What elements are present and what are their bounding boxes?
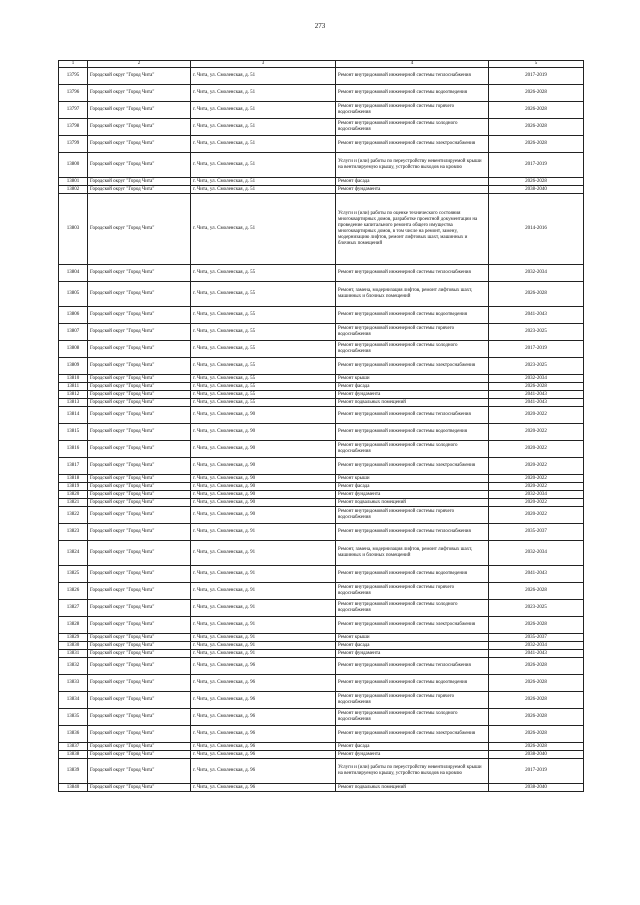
row-number: 13815 [59, 424, 88, 441]
work-type-cell: Ремонт крыши [336, 634, 489, 642]
address-cell: г. Чита, ул. Смоленская, д. 90 [191, 499, 336, 507]
work-type-cell: Ремонт внутридомовой инженерной системы холодного водоснабжения [336, 119, 489, 136]
municipality-cell: Городской округ "Город Чита" [88, 424, 191, 441]
work-type-cell: Ремонт внутридомовой инженерной системы холодного водоснабжения [336, 709, 489, 726]
address-cell: г. Чита, ул. Смоленская, д. 90 [191, 407, 336, 424]
row-number: 13825 [59, 566, 88, 583]
row-number: 13799 [59, 136, 88, 153]
period-cell: 2026-2028 [489, 675, 584, 692]
row-number: 13814 [59, 407, 88, 424]
row-number: 13832 [59, 658, 88, 675]
row-number: 13831 [59, 650, 88, 658]
row-number: 13808 [59, 341, 88, 358]
table-row [59, 751, 584, 759]
table-row [59, 617, 584, 634]
period-cell: 2023-2025 [489, 324, 584, 341]
table-row [59, 178, 584, 186]
table-row [59, 541, 584, 566]
table-row [59, 119, 584, 136]
header-row [59, 61, 584, 68]
municipality-cell: Городской округ "Город Чита" [88, 692, 191, 709]
work-type-cell: Ремонт внутридомовой инженерной системы электроснабжения [336, 458, 489, 475]
table-row [59, 399, 584, 407]
row-number: 13824 [59, 541, 88, 566]
work-type-cell: Ремонт, замена, модернизация лифтов, ремонт лифтовых шахт, машинных и блочных помещений [336, 282, 489, 307]
municipality-cell: Городской округ "Город Чита" [88, 441, 191, 458]
work-type-cell: Ремонт внутридомовой инженерной системы теплоснабжения [336, 524, 489, 541]
address-cell: г. Чита, ул. Смоленская, д. 91 [191, 650, 336, 658]
row-number: 13829 [59, 634, 88, 642]
address-cell: г. Чита, ул. Смоленская, д. 51 [191, 85, 336, 102]
period-cell: 2020-2022 [489, 441, 584, 458]
table-row [59, 136, 584, 153]
municipality-cell: Городской округ "Город Чита" [88, 391, 191, 399]
address-cell: г. Чита, ул. Смоленская, д. 96 [191, 751, 336, 759]
municipality-cell: Городской округ "Город Чита" [88, 307, 191, 324]
period-cell: 2035-2037 [489, 634, 584, 642]
period-cell: 2041-2043 [489, 307, 584, 324]
row-number: 13836 [59, 726, 88, 743]
municipality-cell: Городской округ "Город Чита" [88, 375, 191, 383]
address-cell: г. Чита, ул. Смоленская, д. 55 [191, 307, 336, 324]
municipality-cell: Городской округ "Город Чита" [88, 583, 191, 600]
work-type-cell: Ремонт фасада [336, 743, 489, 751]
period-cell: 2032-2034 [489, 642, 584, 650]
row-number: 13839 [59, 759, 88, 784]
row-number: 13828 [59, 617, 88, 634]
municipality-cell: Городской округ "Город Чита" [88, 324, 191, 341]
municipality-cell: Городской округ "Город Чита" [88, 634, 191, 642]
address-cell: г. Чита, ул. Смоленская, д. 55 [191, 383, 336, 391]
table-row [59, 650, 584, 658]
work-type-cell: Ремонт фасада [336, 483, 489, 491]
municipality-cell: Городской округ "Город Чита" [88, 784, 191, 792]
work-type-cell: Ремонт внутридомовой инженерной системы холодного водоснабжения [336, 600, 489, 617]
table-row [59, 341, 584, 358]
work-type-cell: Ремонт фундамента [336, 751, 489, 759]
address-cell: г. Чита, ул. Смоленская, д. 90 [191, 458, 336, 475]
address-cell: г. Чита, ул. Смоленская, д. 90 [191, 507, 336, 524]
municipality-cell: Городской округ "Город Чита" [88, 475, 191, 483]
row-number: 13806 [59, 307, 88, 324]
period-cell: 2017-2019 [489, 759, 584, 784]
municipality-cell: Городской округ "Город Чита" [88, 600, 191, 617]
address-cell: г. Чита, ул. Смоленская, д. 51 [191, 186, 336, 194]
table-row [59, 282, 584, 307]
row-number: 13834 [59, 692, 88, 709]
work-type-cell: Ремонт внутридомовой инженерной системы горячего водоснабжения [336, 583, 489, 600]
work-type-cell: Ремонт внутридомовой инженерной системы горячего водоснабжения [336, 507, 489, 524]
municipality-cell: Городской округ "Город Чита" [88, 743, 191, 751]
work-type-cell: Ремонт внутридомовой инженерной системы горячего водоснабжения [336, 324, 489, 341]
period-cell: 2017-2019 [489, 153, 584, 178]
address-cell: г. Чита, ул. Смоленская, д. 90 [191, 483, 336, 491]
municipality-cell: Городской округ "Город Чита" [88, 119, 191, 136]
work-type-cell: Ремонт внутридомовой инженерной системы горячего водоснабжения [336, 102, 489, 119]
row-number: 13833 [59, 675, 88, 692]
work-type-cell: Ремонт крыши [336, 475, 489, 483]
work-type-cell: Услуги и (или) работы по переустройству невентилируемой крыши на вентилируемую крышу, устройство выходов на кровлю [336, 759, 489, 784]
period-cell: 2026-2028 [489, 743, 584, 751]
period-cell: 2038-2040 [489, 186, 584, 194]
row-number: 13816 [59, 441, 88, 458]
municipality-cell: Городской округ "Город Чита" [88, 178, 191, 186]
period-cell: 2020-2022 [489, 458, 584, 475]
row-number: 13819 [59, 483, 88, 491]
row-number: 13821 [59, 499, 88, 507]
table-row [59, 642, 584, 650]
row-number: 13797 [59, 102, 88, 119]
municipality-cell: Городской округ "Город Чита" [88, 617, 191, 634]
table-row [59, 658, 584, 675]
row-number: 13803 [59, 194, 88, 265]
work-type-cell: Ремонт внутридомовой инженерной системы теплоснабжения [336, 265, 489, 282]
table-row [59, 491, 584, 499]
row-number: 13801 [59, 178, 88, 186]
work-type-cell: Ремонт внутридомовой инженерной системы теплоснабжения [336, 658, 489, 675]
municipality-cell: Городской округ "Город Чита" [88, 642, 191, 650]
municipality-cell: Городской округ "Город Чита" [88, 194, 191, 265]
table-row [59, 68, 584, 85]
period-cell: 2014-2016 [489, 194, 584, 265]
page-number: 273 [314, 22, 326, 30]
address-cell: г. Чита, ул. Смоленская, д. 91 [191, 541, 336, 566]
municipality-cell: Городской округ "Город Чита" [88, 566, 191, 583]
work-type-cell: Ремонт внутридомовой инженерной системы электроснабжения [336, 358, 489, 375]
work-type-cell: Услуги и (или) работы по переустройству невентилируемой крыши на вентилируемую крышу, устройство выходов на кровлю [336, 153, 489, 178]
row-number: 13800 [59, 153, 88, 178]
column-header: 1 [59, 61, 88, 68]
row-number: 13812 [59, 391, 88, 399]
municipality-cell: Городской округ "Город Чита" [88, 658, 191, 675]
address-cell: г. Чита, ул. Смоленская, д. 51 [191, 194, 336, 265]
municipality-cell: Городской округ "Город Чита" [88, 483, 191, 491]
municipality-cell: Городской округ "Город Чита" [88, 358, 191, 375]
column-header: 3 [191, 61, 336, 68]
period-cell: 2026-2028 [489, 282, 584, 307]
municipality-cell: Городской округ "Город Чита" [88, 499, 191, 507]
row-number: 13809 [59, 358, 88, 375]
table-row [59, 441, 584, 458]
period-cell: 2041-2043 [489, 399, 584, 407]
municipality-cell: Городской округ "Город Чита" [88, 507, 191, 524]
municipality-cell: Городской округ "Город Чита" [88, 491, 191, 499]
period-cell: 2023-2025 [489, 358, 584, 375]
table-body [59, 68, 584, 792]
municipality-cell: Городской округ "Город Чита" [88, 383, 191, 391]
work-type-cell: Ремонт фундамента [336, 650, 489, 658]
period-cell: 2032-2034 [489, 541, 584, 566]
row-number: 13804 [59, 265, 88, 282]
period-cell: 2020-2022 [489, 407, 584, 424]
municipality-cell: Городской округ "Город Чита" [88, 153, 191, 178]
municipality-cell: Городской округ "Город Чита" [88, 341, 191, 358]
municipality-cell: Городской округ "Город Чита" [88, 458, 191, 475]
period-cell: 2020-2022 [489, 507, 584, 524]
address-cell: г. Чита, ул. Смоленская, д. 91 [191, 617, 336, 634]
work-type-cell: Ремонт внутридомовой инженерной системы теплоснабжения [336, 407, 489, 424]
period-cell: 2032-2034 [489, 265, 584, 282]
period-cell: 2041-2043 [489, 566, 584, 583]
address-cell: г. Чита, ул. Смоленская, д. 90 [191, 491, 336, 499]
municipality-cell: Городской округ "Город Чита" [88, 407, 191, 424]
address-cell: г. Чита, ул. Смоленская, д. 55 [191, 358, 336, 375]
work-type-cell: Ремонт фасада [336, 642, 489, 650]
address-cell: г. Чита, ул. Смоленская, д. 96 [191, 658, 336, 675]
work-type-cell: Ремонт подвальных помещений [336, 784, 489, 792]
period-cell: 2026-2028 [489, 617, 584, 634]
table-row [59, 583, 584, 600]
address-cell: г. Чита, ул. Смоленская, д. 51 [191, 68, 336, 85]
period-cell: 2041-2043 [489, 650, 584, 658]
table-row [59, 358, 584, 375]
period-cell: 2038-2040 [489, 784, 584, 792]
work-type-cell: Ремонт внутридомовой инженерной системы водоотведения [336, 675, 489, 692]
row-number: 13823 [59, 524, 88, 541]
row-number: 13820 [59, 491, 88, 499]
address-cell: г. Чита, ул. Смоленская, д. 51 [191, 153, 336, 178]
address-cell: г. Чита, ул. Смоленская, д. 96 [191, 784, 336, 792]
work-type-cell: Ремонт подвальных помещений [336, 499, 489, 507]
table-row [59, 324, 584, 341]
row-number: 13838 [59, 751, 88, 759]
municipality-cell: Городской округ "Город Чита" [88, 136, 191, 153]
row-number: 13830 [59, 642, 88, 650]
address-cell: г. Чита, ул. Смоленская, д. 96 [191, 692, 336, 709]
table-row [59, 407, 584, 424]
work-type-cell: Ремонт внутридомовой инженерной системы электроснабжения [336, 617, 489, 634]
table-row [59, 566, 584, 583]
municipality-cell: Городской округ "Город Чита" [88, 650, 191, 658]
table-row [59, 784, 584, 792]
table-row [59, 475, 584, 483]
table-row [59, 375, 584, 383]
municipality-cell: Городской округ "Город Чита" [88, 759, 191, 784]
address-cell: г. Чита, ул. Смоленская, д. 51 [191, 119, 336, 136]
period-cell: 2026-2028 [489, 383, 584, 391]
row-number: 13807 [59, 324, 88, 341]
municipality-cell: Городской округ "Город Чита" [88, 675, 191, 692]
work-type-cell: Ремонт внутридомовой инженерной системы водоотведения [336, 85, 489, 102]
municipality-cell: Городской округ "Город Чита" [88, 282, 191, 307]
period-cell: 2026-2028 [489, 709, 584, 726]
period-cell: 2026-2028 [489, 692, 584, 709]
municipality-cell: Городской округ "Город Чита" [88, 265, 191, 282]
row-number: 13795 [59, 68, 88, 85]
table-row [59, 692, 584, 709]
period-cell: 2020-2022 [489, 424, 584, 441]
column-header: 4 [336, 61, 489, 68]
municipality-cell: Городской округ "Город Чита" [88, 85, 191, 102]
row-number: 13798 [59, 119, 88, 136]
table-row [59, 709, 584, 726]
address-cell: г. Чита, ул. Смоленская, д. 55 [191, 282, 336, 307]
table-row [59, 726, 584, 743]
municipality-cell: Городской округ "Город Чита" [88, 524, 191, 541]
table-row [59, 524, 584, 541]
period-cell: 2017-2019 [489, 341, 584, 358]
period-cell: 2023-2025 [489, 600, 584, 617]
repair-schedule-table [58, 60, 584, 792]
work-type-cell: Услуги и (или) работы по оценке технического состояния многоквартирных домов, разработке проектной документации на проведение капитального ремонта общего имущества многоквартирных домов, в том числе на ремонт, замену, модернизацию лифтов, ремонт лифтовых шахт, машинных и блочных помещений [336, 194, 489, 265]
table-row [59, 743, 584, 751]
address-cell: г. Чита, ул. Смоленская, д. 96 [191, 726, 336, 743]
row-number: 13827 [59, 600, 88, 617]
address-cell: г. Чита, ул. Смоленская, д. 96 [191, 759, 336, 784]
period-cell: 2038-2040 [489, 751, 584, 759]
table-row [59, 634, 584, 642]
row-number: 13822 [59, 507, 88, 524]
work-type-cell: Ремонт фундамента [336, 186, 489, 194]
work-type-cell: Ремонт фундамента [336, 391, 489, 399]
row-number: 13802 [59, 186, 88, 194]
municipality-cell: Городской округ "Город Чита" [88, 68, 191, 85]
table-row [59, 391, 584, 399]
work-type-cell: Ремонт внутридомовой инженерной системы холодного водоснабжения [336, 441, 489, 458]
address-cell: г. Чита, ул. Смоленская, д. 91 [191, 583, 336, 600]
table-row [59, 194, 584, 265]
table-row [59, 507, 584, 524]
work-type-cell: Ремонт внутридомовой инженерной системы горячего водоснабжения [336, 692, 489, 709]
municipality-cell: Городской округ "Город Чита" [88, 726, 191, 743]
table-row [59, 499, 584, 507]
period-cell: 2020-2022 [489, 483, 584, 491]
table-row [59, 675, 584, 692]
work-type-cell: Ремонт внутридомовой инженерной системы водоотведения [336, 307, 489, 324]
address-cell: г. Чита, ул. Смоленская, д. 96 [191, 675, 336, 692]
address-cell: г. Чита, ул. Смоленская, д. 91 [191, 600, 336, 617]
municipality-cell: Городской округ "Город Чита" [88, 186, 191, 194]
row-number: 13813 [59, 399, 88, 407]
address-cell: г. Чита, ул. Смоленская, д. 90 [191, 475, 336, 483]
table-row [59, 759, 584, 784]
column-header: 2 [88, 61, 191, 68]
address-cell: г. Чита, ул. Смоленская, д. 55 [191, 341, 336, 358]
work-type-cell: Ремонт внутридомовой инженерной системы электроснабжения [336, 136, 489, 153]
row-number: 13837 [59, 743, 88, 751]
period-cell: 2035-2037 [489, 524, 584, 541]
work-type-cell: Ремонт, замена, модернизация лифтов, ремонт лифтовых шахт, машинных и блочных помещений [336, 541, 489, 566]
address-cell: г. Чита, ул. Смоленская, д. 91 [191, 566, 336, 583]
period-cell: 2032-2034 [489, 375, 584, 383]
address-cell: г. Чита, ул. Смоленская, д. 91 [191, 524, 336, 541]
row-number: 13810 [59, 375, 88, 383]
work-type-cell: Ремонт внутридомовой инженерной системы электроснабжения [336, 726, 489, 743]
row-number: 13811 [59, 383, 88, 391]
address-cell: г. Чита, ул. Смоленская, д. 55 [191, 391, 336, 399]
table-row [59, 383, 584, 391]
period-cell: 2026-2028 [489, 583, 584, 600]
address-cell: г. Чита, ул. Смоленская, д. 96 [191, 743, 336, 751]
table-row [59, 424, 584, 441]
row-number: 13818 [59, 475, 88, 483]
table-row [59, 265, 584, 282]
work-type-cell: Ремонт внутридомовой инженерной системы водоотведения [336, 566, 489, 583]
period-cell: 2041-2043 [489, 391, 584, 399]
period-cell: 2020-2022 [489, 475, 584, 483]
table-row [59, 153, 584, 178]
period-cell: 2026-2028 [489, 178, 584, 186]
period-cell: 2026-2028 [489, 136, 584, 153]
work-type-cell: Ремонт подвальных помещений [336, 399, 489, 407]
table-row [59, 458, 584, 475]
work-type-cell: Ремонт внутридомовой инженерной системы теплоснабжения [336, 68, 489, 85]
table-row [59, 307, 584, 324]
table-row [59, 483, 584, 491]
column-header: 5 [489, 61, 584, 68]
row-number: 13805 [59, 282, 88, 307]
table-row [59, 600, 584, 617]
period-cell: 2026-2028 [489, 658, 584, 675]
address-cell: г. Чита, ул. Смоленская, д. 55 [191, 399, 336, 407]
period-cell: 2017-2019 [489, 68, 584, 85]
period-cell: 2020-2022 [489, 499, 584, 507]
municipality-cell: Городской округ "Город Чита" [88, 102, 191, 119]
address-cell: г. Чита, ул. Смоленская, д. 96 [191, 709, 336, 726]
row-number: 13835 [59, 709, 88, 726]
work-type-cell: Ремонт фасада [336, 178, 489, 186]
municipality-cell: Городской округ "Город Чита" [88, 751, 191, 759]
work-type-cell: Ремонт крыши [336, 375, 489, 383]
address-cell: г. Чита, ул. Смоленская, д. 91 [191, 634, 336, 642]
table-row [59, 85, 584, 102]
work-type-cell: Ремонт фасада [336, 383, 489, 391]
address-cell: г. Чита, ул. Смоленская, д. 91 [191, 642, 336, 650]
address-cell: г. Чита, ул. Смоленская, д. 90 [191, 441, 336, 458]
period-cell: 2026-2028 [489, 85, 584, 102]
period-cell: 2032-2034 [489, 491, 584, 499]
row-number: 13826 [59, 583, 88, 600]
work-type-cell: Ремонт внутридомовой инженерной системы холодного водоснабжения [336, 341, 489, 358]
municipality-cell: Городской округ "Город Чита" [88, 399, 191, 407]
period-cell: 2026-2028 [489, 726, 584, 743]
address-cell: г. Чита, ул. Смоленская, д. 55 [191, 265, 336, 282]
row-number: 13840 [59, 784, 88, 792]
address-cell: г. Чита, ул. Смоленская, д. 90 [191, 424, 336, 441]
address-cell: г. Чита, ул. Смоленская, д. 51 [191, 136, 336, 153]
table-row [59, 186, 584, 194]
municipality-cell: Городской округ "Город Чита" [88, 709, 191, 726]
municipality-cell: Городской округ "Город Чита" [88, 541, 191, 566]
period-cell: 2026-2028 [489, 102, 584, 119]
row-number: 13817 [59, 458, 88, 475]
address-cell: г. Чита, ул. Смоленская, д. 55 [191, 324, 336, 341]
work-type-cell: Ремонт фундамента [336, 491, 489, 499]
row-number: 13796 [59, 85, 88, 102]
address-cell: г. Чита, ул. Смоленская, д. 51 [191, 178, 336, 186]
address-cell: г. Чита, ул. Смоленская, д. 51 [191, 102, 336, 119]
address-cell: г. Чита, ул. Смоленская, д. 55 [191, 375, 336, 383]
work-type-cell: Ремонт внутридомовой инженерной системы водоотведения [336, 424, 489, 441]
period-cell: 2026-2028 [489, 119, 584, 136]
table-row [59, 102, 584, 119]
